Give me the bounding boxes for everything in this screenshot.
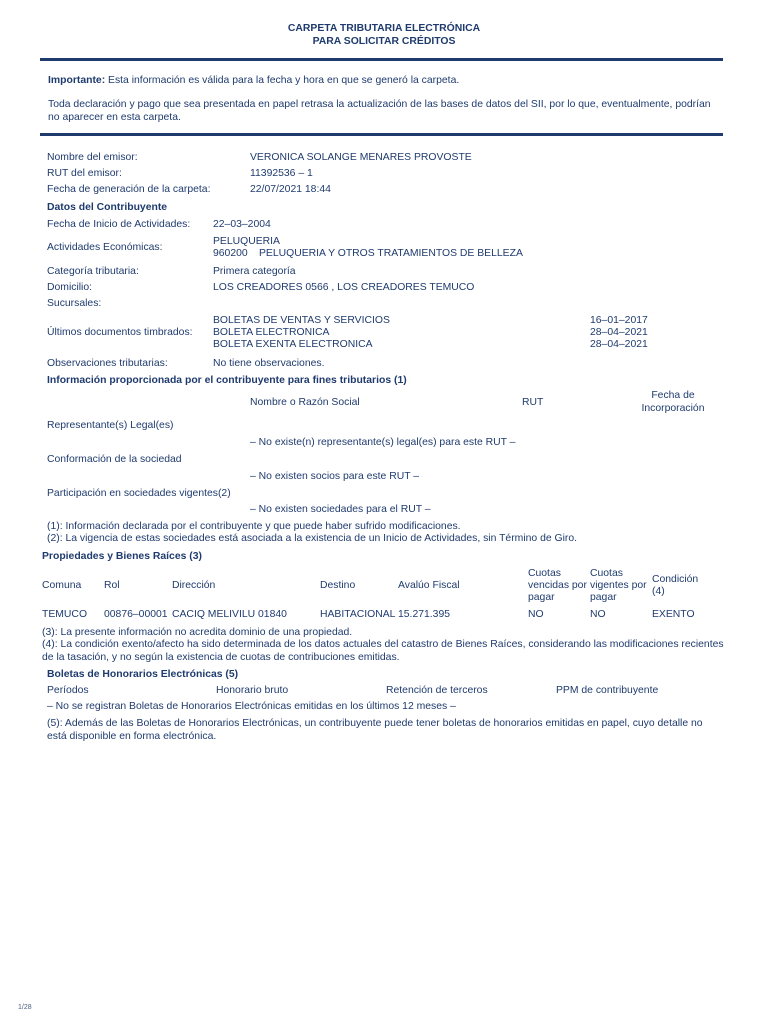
timbrado-fecha: 16–01–2017 xyxy=(590,315,648,326)
footnote-4: (4): La condición exento/afecto ha sido determinada de los datos actuales del catastro de Bienes Raíces, considerando las modificaciones recientes de la tasación, y no según la existencia de cuotas de contribuciones emitidas. xyxy=(42,639,724,663)
page-number: 1/28 xyxy=(18,1004,32,1011)
conformacion-label: Conformación de la sociedad xyxy=(47,454,182,465)
timbrado-doc: BOLETA ELECTRONICA xyxy=(213,327,330,338)
col-direccion: Dirección xyxy=(172,580,216,591)
col-cuotas-vencidas-line2: vencidas por xyxy=(528,580,587,591)
observaciones-label: Observaciones tributarias: xyxy=(47,358,168,369)
informacion-heading: Información proporcionada por el contribuyente para fines tributarios (1) xyxy=(47,375,407,386)
propiedades-heading: Propiedades y Bienes Raíces (3) xyxy=(42,551,202,562)
categoria-value: Primera categoría xyxy=(213,266,296,277)
timbrado-fecha: 28–04–2021 xyxy=(590,339,648,350)
propiedad-avaluo: 15.271.395 xyxy=(398,609,451,620)
important-notice xyxy=(48,74,459,87)
propiedad-rol: 00876–00001 xyxy=(104,609,168,620)
top-divider xyxy=(40,58,723,61)
actividad-desc: PELUQUERIA Y OTROS TRATAMIENTOS DE BELLEZA xyxy=(259,248,523,259)
footnote-2: (2): La vigencia de estas sociedades está asociada a la existencia de un Inicio de Actividades, sin Término de Giro. xyxy=(47,533,578,544)
propiedad-comuna: TEMUCO xyxy=(42,609,88,620)
timbrado-fecha: 28–04–2021 xyxy=(590,327,648,338)
propiedad-condicion: EXENTO xyxy=(652,609,695,620)
inicio-actividades-value: 22–03–2004 xyxy=(213,219,271,230)
emisor-rut-value: 11392536 – 1 xyxy=(250,168,313,179)
representantes-empty: – No existe(n) representante(s) legal(es) para este RUT – xyxy=(250,437,516,448)
conformacion-empty: – No existen socios para este RUT – xyxy=(250,471,420,482)
fecha-generacion-label: Fecha de generación de la carpeta: xyxy=(47,184,211,195)
col-fecha-incorporacion-line2: Incorporación xyxy=(641,403,705,414)
col-nombre-razon-social: Nombre o Razón Social xyxy=(250,397,360,408)
propiedad-destino: HABITACIONAL xyxy=(320,609,396,620)
col-ppm-contribuyente: PPM de contribuyente xyxy=(556,685,659,696)
col-retencion-terceros: Retención de terceros xyxy=(386,685,488,696)
col-cuotas-vigentes-line1: Cuotas xyxy=(590,568,623,579)
honorarios-empty: – No se registran Boletas de Honorarios Electrónicas emitidas en los últimos 12 meses – xyxy=(47,701,456,712)
notice-divider xyxy=(40,133,723,136)
document-title-line1: CARPETA TRIBUTARIA ELECTRÓNICA xyxy=(287,23,481,34)
col-comuna: Comuna xyxy=(42,580,82,591)
col-fecha-incorporacion-line1: Fecha de xyxy=(651,390,695,401)
actividad-line1: PELUQUERIA xyxy=(213,236,280,247)
participacion-label: Participación en sociedades vigentes(2) xyxy=(47,488,231,499)
col-condicion-line2: (4) xyxy=(652,586,665,597)
fecha-generacion-value: 22/07/2021 18:44 xyxy=(250,184,331,195)
actividad-code: 960200 xyxy=(213,248,248,259)
timbrado-doc: BOLETA EXENTA ELECTRONICA xyxy=(213,339,373,350)
emisor-nombre-value: VERONICA SOLANGE MENARES PROVOSTE xyxy=(250,152,472,163)
col-destino: Destino xyxy=(320,580,356,591)
honorarios-heading: Boletas de Honorarios Electrónicas (5) xyxy=(47,669,239,680)
important-label: Importante: xyxy=(48,75,106,86)
footnote-1: (1): Información declarada por el contribuyente y que puede haber sufrido modificaciones. xyxy=(47,521,461,532)
col-honorario-bruto: Honorario bruto xyxy=(216,685,289,696)
col-avaluo-fiscal: Avalúo Fiscal xyxy=(398,580,460,591)
actividades-label: Actividades Económicas: xyxy=(47,242,163,253)
categoria-label: Categoría tributaria: xyxy=(47,266,139,277)
representantes-label: Representante(s) Legal(es) xyxy=(47,420,174,431)
contribuyente-heading: Datos del Contribuyente xyxy=(47,202,168,213)
col-cuotas-vigentes-line2: vigentes por xyxy=(590,580,647,591)
col-periodos: Períodos xyxy=(47,685,89,696)
sucursales-label: Sucursales: xyxy=(47,298,102,309)
document-title-line2: PARA SOLICITAR CRÉDITOS xyxy=(312,36,456,47)
inicio-actividades-label: Fecha de Inicio de Actividades: xyxy=(47,219,191,230)
timbrados-label: Últimos documentos timbrados: xyxy=(47,327,193,338)
timbrado-doc: BOLETAS DE VENTAS Y SERVICIOS xyxy=(213,315,390,326)
col-cuotas-vencidas-line3: pagar xyxy=(528,592,555,603)
emisor-rut-label: RUT del emisor: xyxy=(47,168,122,179)
propiedad-cuotas-vigentes: NO xyxy=(590,609,606,620)
propiedad-cuotas-vencidas: NO xyxy=(528,609,544,620)
col-rol: Rol xyxy=(104,580,120,591)
observaciones-value: No tiene observaciones. xyxy=(213,358,325,369)
col-rut: RUT xyxy=(522,397,544,408)
col-cuotas-vigentes-line3: pagar xyxy=(590,592,617,603)
col-cuotas-vencidas-line1: Cuotas xyxy=(528,568,561,579)
emisor-nombre-label: Nombre del emisor: xyxy=(47,152,138,163)
important-text: Esta información es válida para la fecha y hora en que se generó la carpeta. xyxy=(105,75,460,86)
notice-paragraph: Toda declaración y pago que sea presentada en papel retrasa la actualización de las bases de datos del SII, por lo que, eventualmente, podrían no aparecer en esta carpeta. xyxy=(48,99,711,123)
domicilio-label: Domicilio: xyxy=(47,282,93,293)
footnote-5: (5): Además de las Boletas de Honorarios Electrónicas, un contribuyente puede tener boletas de honorarios emitidas en papel, cuyo detalle no está disponible en forma electrónica. xyxy=(47,718,703,742)
col-condicion-line1: Condición xyxy=(652,574,699,585)
propiedad-direccion: CACIQ MELIVILU 01840 xyxy=(172,609,287,620)
footnote-3: (3): La presente información no acredita dominio de una propiedad. xyxy=(42,627,353,638)
domicilio-value: LOS CREADORES 0566 , LOS CREADORES TEMUCO xyxy=(213,282,475,293)
participacion-empty: – No existen sociedades para el RUT – xyxy=(250,504,431,515)
